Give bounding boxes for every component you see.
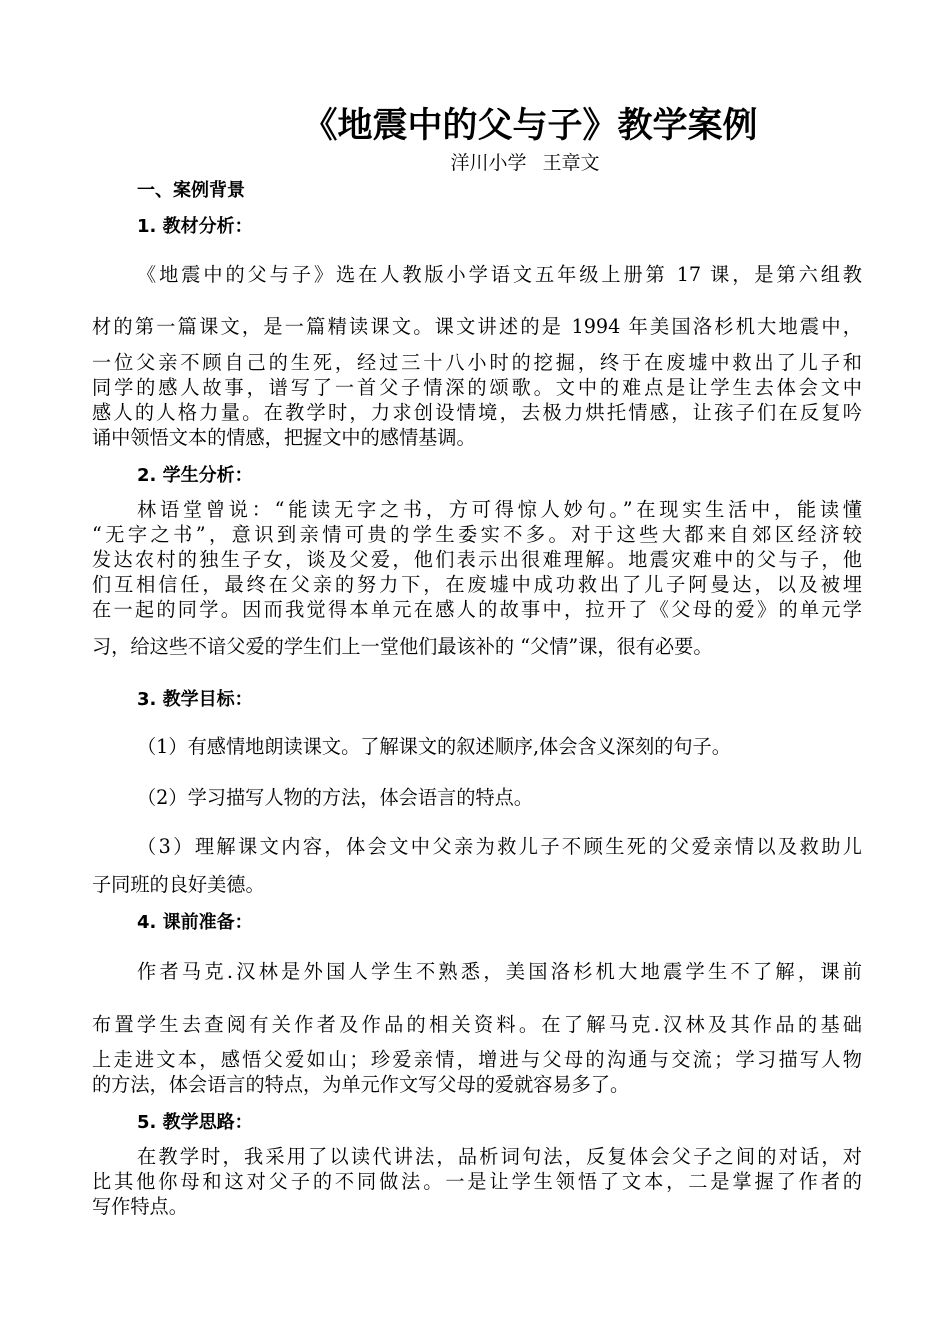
paragraph-line: 一位父亲不顾自己的生死，经过三十八小时的挖掘，终于在废墟中救出了儿子和 bbox=[92, 351, 862, 374]
author-name: 王章文 bbox=[542, 152, 600, 174]
goal-item: （2）学习描写人物的方法，体会语言的特点。 bbox=[137, 786, 533, 809]
paragraph-line: 的方法，体会语言的特点，为单元作文写父母的爱就容易多了。 bbox=[92, 1073, 630, 1096]
school-name: 洋川小学 bbox=[450, 152, 527, 174]
paragraph-line: 上走进文本，感悟父爱如山；珍爱亲情，增进与父母的沟通与交流；学习描写人物 bbox=[92, 1048, 862, 1071]
author-line bbox=[0, 148, 950, 175]
paragraph-line: 发达农村的独生子女，谈及父爱，他们表示出很难理解。地震灾难中的父与子，他 bbox=[92, 548, 862, 571]
goal-item: 子同班的良好美德。 bbox=[92, 873, 265, 896]
subheading-students: 2. 学生分析： bbox=[137, 465, 253, 486]
subheading-preparation: 4. 课前准备： bbox=[137, 912, 253, 933]
paragraph-line: 在一起的同学。因而我觉得本单元在感人的故事中，拉开了《父母的爱》的单元学 bbox=[92, 598, 862, 621]
paragraph-line: 习，给这些不谙父爱的学生们上一堂他们最该补的 “父情”课，很有必要。 bbox=[92, 635, 713, 658]
paragraph-line: 作者马克.汉林是外国人学生不熟悉，美国洛杉机大地震学生不了解，课前 bbox=[137, 960, 862, 983]
paragraph-line: 林语堂曾说：“能读无字之书，方可得惊人妙句。”在现实生活中，能读懂 bbox=[137, 498, 862, 521]
section-heading: 一、案例背景 bbox=[137, 180, 245, 201]
paragraph-line: 比其他你母和这对父子的不同做法。一是让学生领悟了文本，二是掌握了作者的 bbox=[92, 1170, 862, 1193]
paragraph-line: 诵中领悟文本的情感，把握文中的感情基调。 bbox=[92, 426, 476, 449]
subheading-approach: 5. 教学思路： bbox=[137, 1112, 253, 1133]
paragraph-line: 布置学生去查阅有关作者及作品的相关资料。在了解马克.汉林及其作品的基础 bbox=[92, 1013, 862, 1036]
paragraph-line: 写作特点。 bbox=[92, 1195, 188, 1218]
subheading-materials: 1. 教材分析： bbox=[137, 216, 253, 237]
subheading-goals: 3. 教学目标： bbox=[137, 689, 253, 710]
paragraph-line: 们互相信任，最终在父亲的努力下，在废墟中成功救出了儿子阿曼达，以及被埋 bbox=[92, 573, 862, 596]
paragraph-line: 同学的感人故事，谱写了一首父子情深的颂歌。文中的难点是让学生去体会文中 bbox=[92, 376, 862, 399]
document-title: 《地震中的父与子》教学案例 bbox=[302, 106, 758, 146]
paragraph-line: 《地震中的父与子》选在人教版小学语文五年级上册第 17 课，是第六组教 bbox=[137, 263, 862, 286]
paragraph-line: 感人的人格力量。在教学时，力求创设情境，去极力烘托情感，让孩子们在反复吟 bbox=[92, 401, 862, 424]
paragraph-line: 在教学时，我采用了以读代讲法，品析词句法，反复体会父子之间的对话，对 bbox=[137, 1145, 862, 1168]
goal-item: （1）有感情地朗读课文。了解课文的叙述顺序,体会含义深刻的句子。 bbox=[137, 735, 731, 758]
paragraph-line: “无字之书”，意识到亲情可贵的学生委实不多。对于这些大都来自郊区经济较 bbox=[92, 523, 862, 546]
paragraph-line: 材的第一篇课文，是一篇精读课文。课文讲述的是 1994 年美国洛杉机大地震中， bbox=[92, 315, 862, 338]
goal-item: （3）理解课文内容，体会文中父亲为救儿子不顾生死的父爱亲情以及救助儿 bbox=[137, 835, 862, 858]
